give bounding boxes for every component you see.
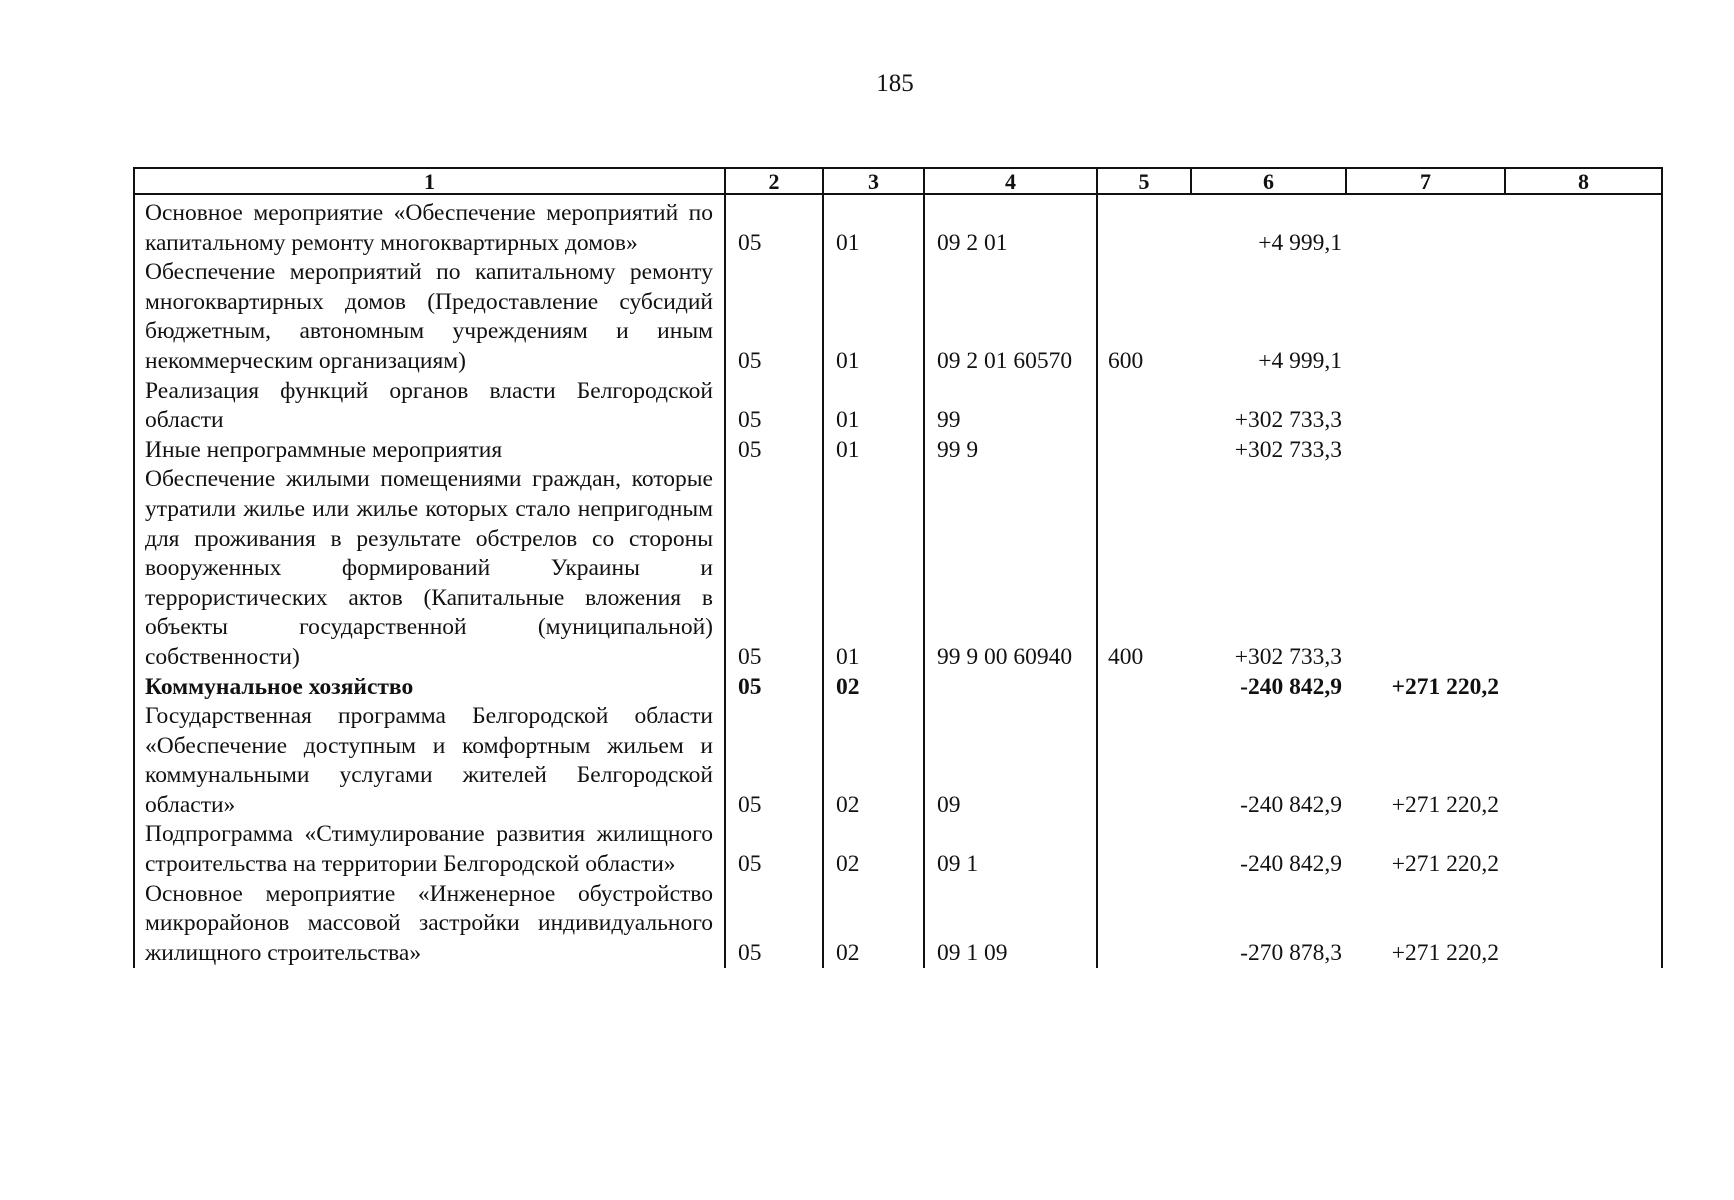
row-name: Основное мероприятие «Обеспечение мероприятий по капитальному ремонту многоквартирных домов» bbox=[134, 194, 725, 258]
section-code: 05 bbox=[725, 673, 823, 703]
table-row bbox=[134, 258, 1662, 376]
amount-col6: +302 733,3 bbox=[1234, 643, 1342, 670]
subsection-code: 02 bbox=[823, 673, 924, 703]
table-row bbox=[134, 702, 1662, 820]
section-code: 05 bbox=[725, 702, 823, 820]
section-code: 05 bbox=[725, 880, 823, 969]
amount-col6: -240 842,9 bbox=[1240, 673, 1342, 700]
target-article-code: 09 bbox=[924, 702, 1097, 820]
amount-col8 bbox=[1505, 194, 1662, 258]
section-code: 05 bbox=[725, 258, 823, 376]
amount-col7 bbox=[1346, 258, 1505, 376]
row-name: Реализация функций органов власти Белгородской области bbox=[134, 377, 725, 436]
row-name: Государственная программа Белгородской области «Обеспечение доступным и комфортным жильем и коммунальными услугами жителей Белгородской области» bbox=[134, 702, 725, 820]
amount-col7 bbox=[1346, 465, 1505, 672]
amount-col8 bbox=[1505, 820, 1662, 879]
amount-col6: +4 999,1 bbox=[1258, 229, 1342, 256]
column-header: 8 bbox=[1505, 168, 1662, 194]
amount-col7: +271 220,2 bbox=[1391, 939, 1499, 966]
section-code: 05 bbox=[725, 436, 823, 466]
amount-col8 bbox=[1505, 465, 1662, 672]
expense-type-code bbox=[1097, 436, 1191, 466]
row-name: Подпрограмма «Стимулирование развития жилищного строительства на территории Белгородской области» bbox=[134, 820, 725, 879]
subsection-code: 02 bbox=[823, 820, 924, 879]
amount-col8 bbox=[1505, 377, 1662, 436]
subsection-code: 01 bbox=[823, 258, 924, 376]
amount-col8 bbox=[1505, 702, 1662, 820]
table-row bbox=[134, 820, 1662, 879]
target-article-code: 99 9 bbox=[924, 436, 1097, 466]
expense-type-code: 400 bbox=[1097, 465, 1191, 672]
expense-type-code bbox=[1097, 820, 1191, 879]
header-row bbox=[134, 168, 1662, 194]
amount-col6: +4 999,1 bbox=[1258, 347, 1342, 374]
table-row-section-total bbox=[134, 673, 1662, 703]
subsection-code: 01 bbox=[823, 194, 924, 258]
section-code: 05 bbox=[725, 465, 823, 672]
table-row bbox=[134, 465, 1662, 672]
section-code: 05 bbox=[725, 820, 823, 879]
table-row bbox=[134, 194, 1662, 258]
row-name: Иные непрограммные мероприятия bbox=[134, 436, 725, 466]
row-name: Коммунальное хозяйство bbox=[134, 673, 725, 703]
expense-type-code bbox=[1097, 194, 1191, 258]
table-row bbox=[134, 377, 1662, 436]
amount-col7: +271 220,2 bbox=[1391, 851, 1499, 878]
amount-col6: -240 842,9 bbox=[1240, 851, 1342, 878]
target-article-code: 09 1 bbox=[924, 820, 1097, 879]
subsection-code: 01 bbox=[823, 377, 924, 436]
amount-col6: +302 733,3 bbox=[1234, 436, 1342, 463]
expense-type-code bbox=[1097, 673, 1191, 703]
column-header: 5 bbox=[1097, 168, 1191, 194]
row-name: Обеспечение жилыми помещениями граждан, которые утратили жилье или жилье которых стало непригодным для проживания в результате обстрелов со стороны вооруженных формирований Украины и террористических актов (Капитальные вложения в объекты государственной (муниципальной) собственности) bbox=[134, 465, 725, 672]
amount-col6: -240 842,9 bbox=[1240, 791, 1342, 818]
budget-table bbox=[133, 167, 1663, 968]
table-row bbox=[134, 880, 1662, 969]
amount-col6: +302 733,3 bbox=[1234, 407, 1342, 434]
target-article-code: 99 bbox=[924, 377, 1097, 436]
subsection-code: 01 bbox=[823, 465, 924, 672]
column-header: 7 bbox=[1346, 168, 1505, 194]
target-article-code: 99 9 00 60940 bbox=[924, 465, 1097, 672]
amount-col8 bbox=[1505, 258, 1662, 376]
table-row bbox=[134, 436, 1662, 466]
amount-col8 bbox=[1505, 880, 1662, 969]
column-header: 3 bbox=[823, 168, 924, 194]
target-article-code: 09 1 09 bbox=[924, 880, 1097, 969]
amount-col7 bbox=[1346, 377, 1505, 436]
subsection-code: 02 bbox=[823, 880, 924, 969]
amount-col7 bbox=[1346, 194, 1505, 258]
column-header: 6 bbox=[1191, 168, 1346, 194]
expense-type-code bbox=[1097, 377, 1191, 436]
column-header: 1 bbox=[134, 168, 725, 194]
subsection-code: 01 bbox=[823, 436, 924, 466]
amount-col7: +271 220,2 bbox=[1391, 673, 1499, 700]
amount-col8 bbox=[1505, 436, 1662, 466]
amount-col7: +271 220,2 bbox=[1391, 791, 1499, 818]
expense-type-code bbox=[1097, 702, 1191, 820]
column-header: 4 bbox=[924, 168, 1097, 194]
section-code: 05 bbox=[725, 377, 823, 436]
target-article-code: 09 2 01 60570 bbox=[924, 258, 1097, 376]
row-name: Обеспечение мероприятий по капитальному ремонту многоквартирных домов (Предоставление субсидий бюджетным, автономным учреждениям и иным некоммерческим организациям) bbox=[134, 258, 725, 376]
target-article-code bbox=[924, 673, 1097, 703]
row-name: Основное мероприятие «Инженерное обустройство микрорайонов массовой застройки индивидуального жилищного строительства» bbox=[134, 880, 725, 969]
column-header: 2 bbox=[725, 168, 823, 194]
amount-col8 bbox=[1505, 673, 1662, 703]
subsection-code: 02 bbox=[823, 702, 924, 820]
expense-type-code: 600 bbox=[1097, 258, 1191, 376]
target-article-code: 09 2 01 bbox=[924, 194, 1097, 258]
section-code: 05 bbox=[725, 194, 823, 258]
amount-col6: -270 878,3 bbox=[1240, 939, 1342, 966]
amount-col7 bbox=[1346, 436, 1505, 466]
expense-type-code bbox=[1097, 880, 1191, 969]
page-number: 185 bbox=[876, 70, 914, 97]
